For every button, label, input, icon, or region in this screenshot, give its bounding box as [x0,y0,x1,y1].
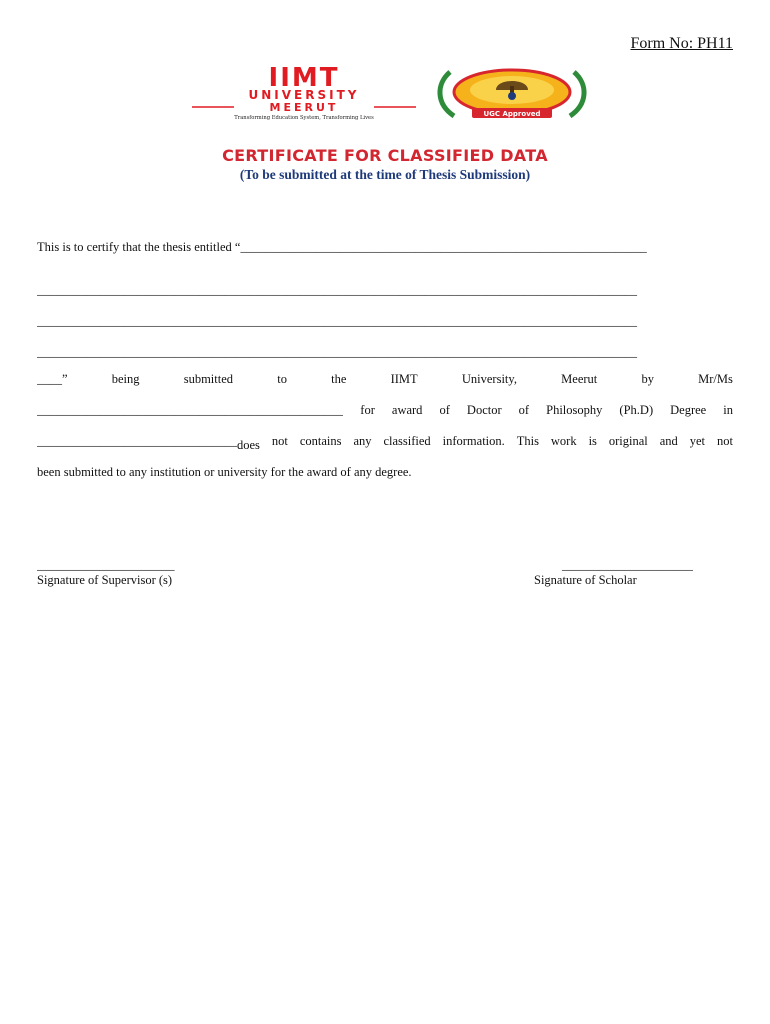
laurel-right-icon [570,72,584,116]
word: is [588,434,597,448]
word: contains [299,434,342,448]
scholar-signature-block [534,558,693,588]
word: submitted [183,372,234,386]
certificate-subtitle: (To be submitted at the time of Thesis Submission) [239,167,531,182]
svg-text:IIMT: IIMT [268,64,340,93]
word: the [331,372,347,386]
word: Doctor [466,403,502,417]
word: by [641,372,654,386]
scholar-signature-line: _____________________ [562,558,694,572]
word: of [518,403,530,417]
word: work [550,434,577,448]
word: not [716,434,733,448]
iimt-university-logo [188,64,420,120]
scholar-name-blank: _________________________________________________ [37,403,344,417]
certify-line-8: been submitted to any institution or university for the award of any degree. [37,465,412,479]
word: This [516,434,539,448]
certify-line-5 [37,372,733,387]
word: information. [442,434,505,448]
word: any [353,434,372,448]
word: Mr/Ms [698,372,733,386]
supervisor-signature-line: ______________________ [37,558,175,572]
scholar-signature-label: Signature of Scholar [534,573,637,587]
word: classified [383,434,431,448]
word: being [111,372,140,386]
thesis-title-blank-2: ________________________________________________________________________________________________ [37,283,637,297]
thesis-title-blank-3: ________________________________________________________________________________________________ [37,314,637,328]
word: in [723,403,733,417]
word: IIMT [390,372,418,386]
laurel-left-icon [440,72,454,116]
word: Philosophy [546,403,603,417]
certificate-title: CERTIFICATE FOR CLASSIFIED DATA [222,146,548,165]
word: original [608,434,648,448]
word: for [360,403,375,417]
discipline-blank: ________________________________ [37,434,237,448]
word: Degree [670,403,707,417]
svg-text:MEERUT: MEERUT [269,101,339,114]
word: and [659,434,678,448]
word: (Ph.D) [619,403,654,417]
supervisor-signature-block [37,558,175,588]
word: to [277,372,287,386]
word: ____” [37,372,68,386]
word: University, [461,372,517,386]
ugc-seal-logo [432,66,592,120]
discipline-segment [37,434,260,453]
word: not [271,434,288,448]
certify-line-1 [37,240,733,255]
svg-text:UNIVERSITY: UNIVERSITY [248,88,360,102]
word: of [439,403,450,417]
word: award [391,403,423,417]
word: does [237,438,260,452]
thesis-title-blank-1: _________________________________________________________________ [240,240,647,254]
certify-prefix: This is to certify that the thesis entitled “ [37,240,241,254]
word: yet [689,434,705,448]
thesis-title-blank-4: ________________________________________________________________________________________________ [37,345,637,359]
svg-text:Transforming Education System,: Transforming Education System, Transforming Lives [234,115,374,120]
certify-line-7 [37,434,733,453]
supervisor-signature-label: Signature of Supervisor (s) [37,573,173,587]
word: Meerut [561,372,598,386]
certify-line-6 [37,403,733,418]
form-number: Form No: PH11 [630,35,733,52]
svg-text:UGC Approved: UGC Approved [483,110,541,118]
